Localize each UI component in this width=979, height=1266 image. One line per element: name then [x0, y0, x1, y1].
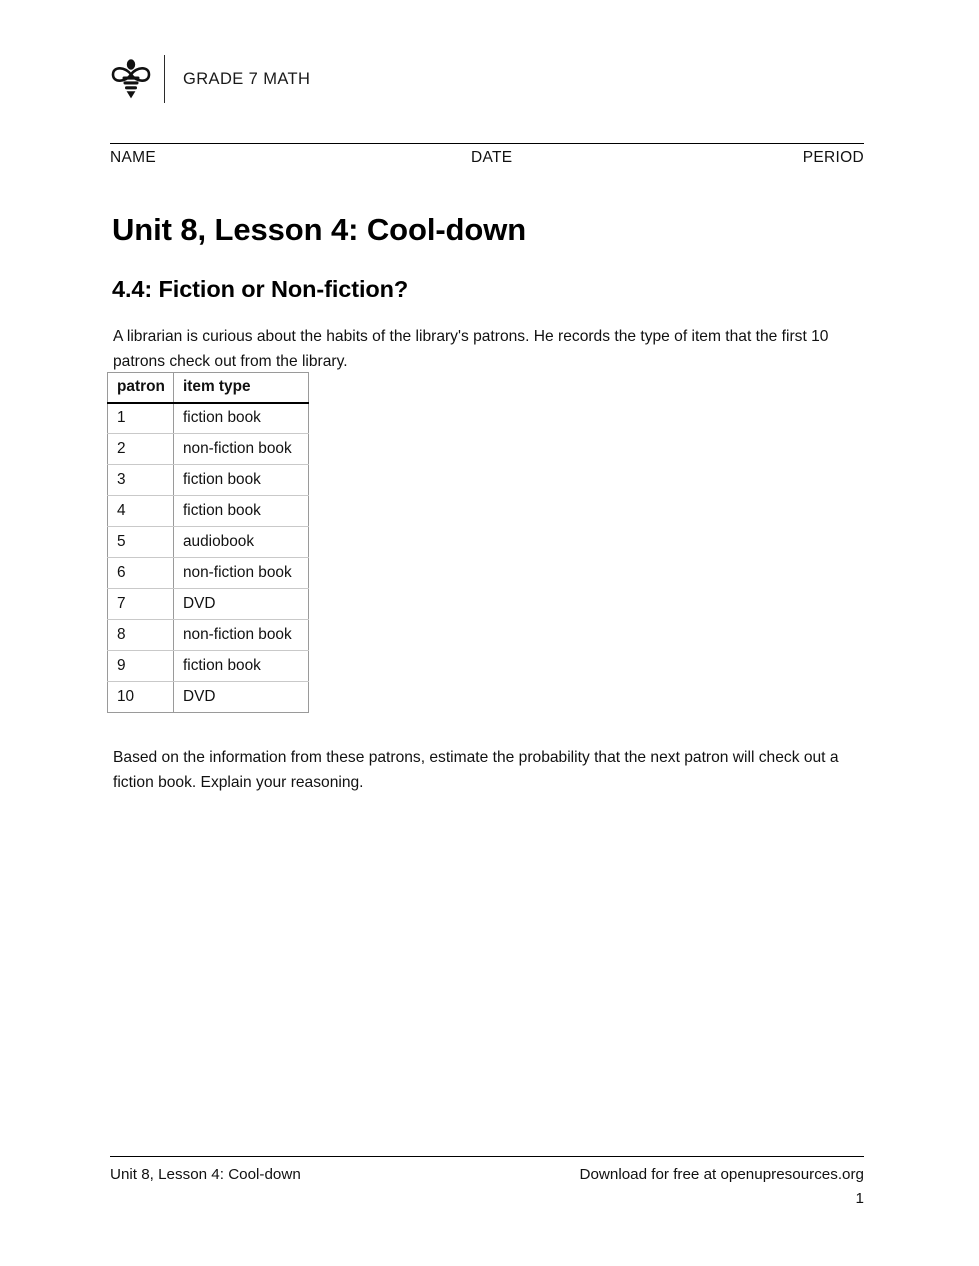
cell-item-type: fiction book [174, 465, 309, 496]
cell-patron: 2 [108, 434, 174, 465]
page-footer [110, 1166, 864, 1212]
cell-item-type: non-fiction book [174, 558, 309, 589]
header-divider-rule [110, 143, 864, 144]
footer-page-number: 1 [855, 1190, 864, 1207]
table-header-row [108, 373, 309, 403]
cell-patron: 6 [108, 558, 174, 589]
table-row [108, 558, 309, 589]
bee-icon [110, 55, 152, 103]
cell-patron: 5 [108, 527, 174, 558]
cell-patron: 4 [108, 496, 174, 527]
brand-header [110, 52, 310, 106]
intro-paragraph: A librarian is curious about the habits of the library's patrons. He records the type of item that the first 10 patrons check out from the library. [113, 327, 829, 371]
cell-patron: 10 [108, 682, 174, 713]
page-subtitle: 4.4: Fiction or Non-fiction? [112, 275, 409, 302]
brand-divider [164, 55, 165, 103]
table-row [108, 465, 309, 496]
cell-patron: 3 [108, 465, 174, 496]
footer-attribution: Download for free at openupresources.org [579, 1166, 864, 1183]
table-row [108, 434, 309, 465]
table-row [108, 682, 309, 713]
cell-item-type: fiction book [174, 651, 309, 682]
cell-item-type: DVD [174, 589, 309, 620]
column-header-item-type: item type [174, 373, 309, 403]
patron-item-table [107, 372, 309, 713]
date-label: DATE [471, 149, 513, 166]
column-header-patron: patron [108, 373, 174, 403]
table-row [108, 620, 309, 651]
footer-divider-rule [110, 1156, 864, 1157]
cell-item-type: non-fiction book [174, 620, 309, 651]
page-title: Unit 8, Lesson 4: Cool-down [112, 211, 527, 247]
table-row [108, 527, 309, 558]
table-row [108, 651, 309, 682]
table-row [108, 589, 309, 620]
cell-patron: 8 [108, 620, 174, 651]
brand-title: GRADE 7 MATH [183, 69, 311, 88]
student-info-row [110, 149, 864, 171]
period-label: PERIOD [802, 149, 864, 166]
cell-patron: 1 [108, 403, 174, 434]
closing-paragraph: Based on the information from these patrons, estimate the probability that the next patron will check out a fiction book. Explain your reasoning. [113, 748, 839, 792]
table-row [108, 403, 309, 434]
footer-lesson-title: Unit 8, Lesson 4: Cool-down [110, 1166, 301, 1183]
table-row [108, 496, 309, 527]
name-label: NAME [110, 149, 156, 166]
cell-patron: 7 [108, 589, 174, 620]
cell-item-type: audiobook [174, 527, 309, 558]
cell-patron: 9 [108, 651, 174, 682]
cell-item-type: fiction book [174, 496, 309, 527]
cell-item-type: DVD [174, 682, 309, 713]
cell-item-type: non-fiction book [174, 434, 309, 465]
cell-item-type: fiction book [174, 403, 309, 434]
